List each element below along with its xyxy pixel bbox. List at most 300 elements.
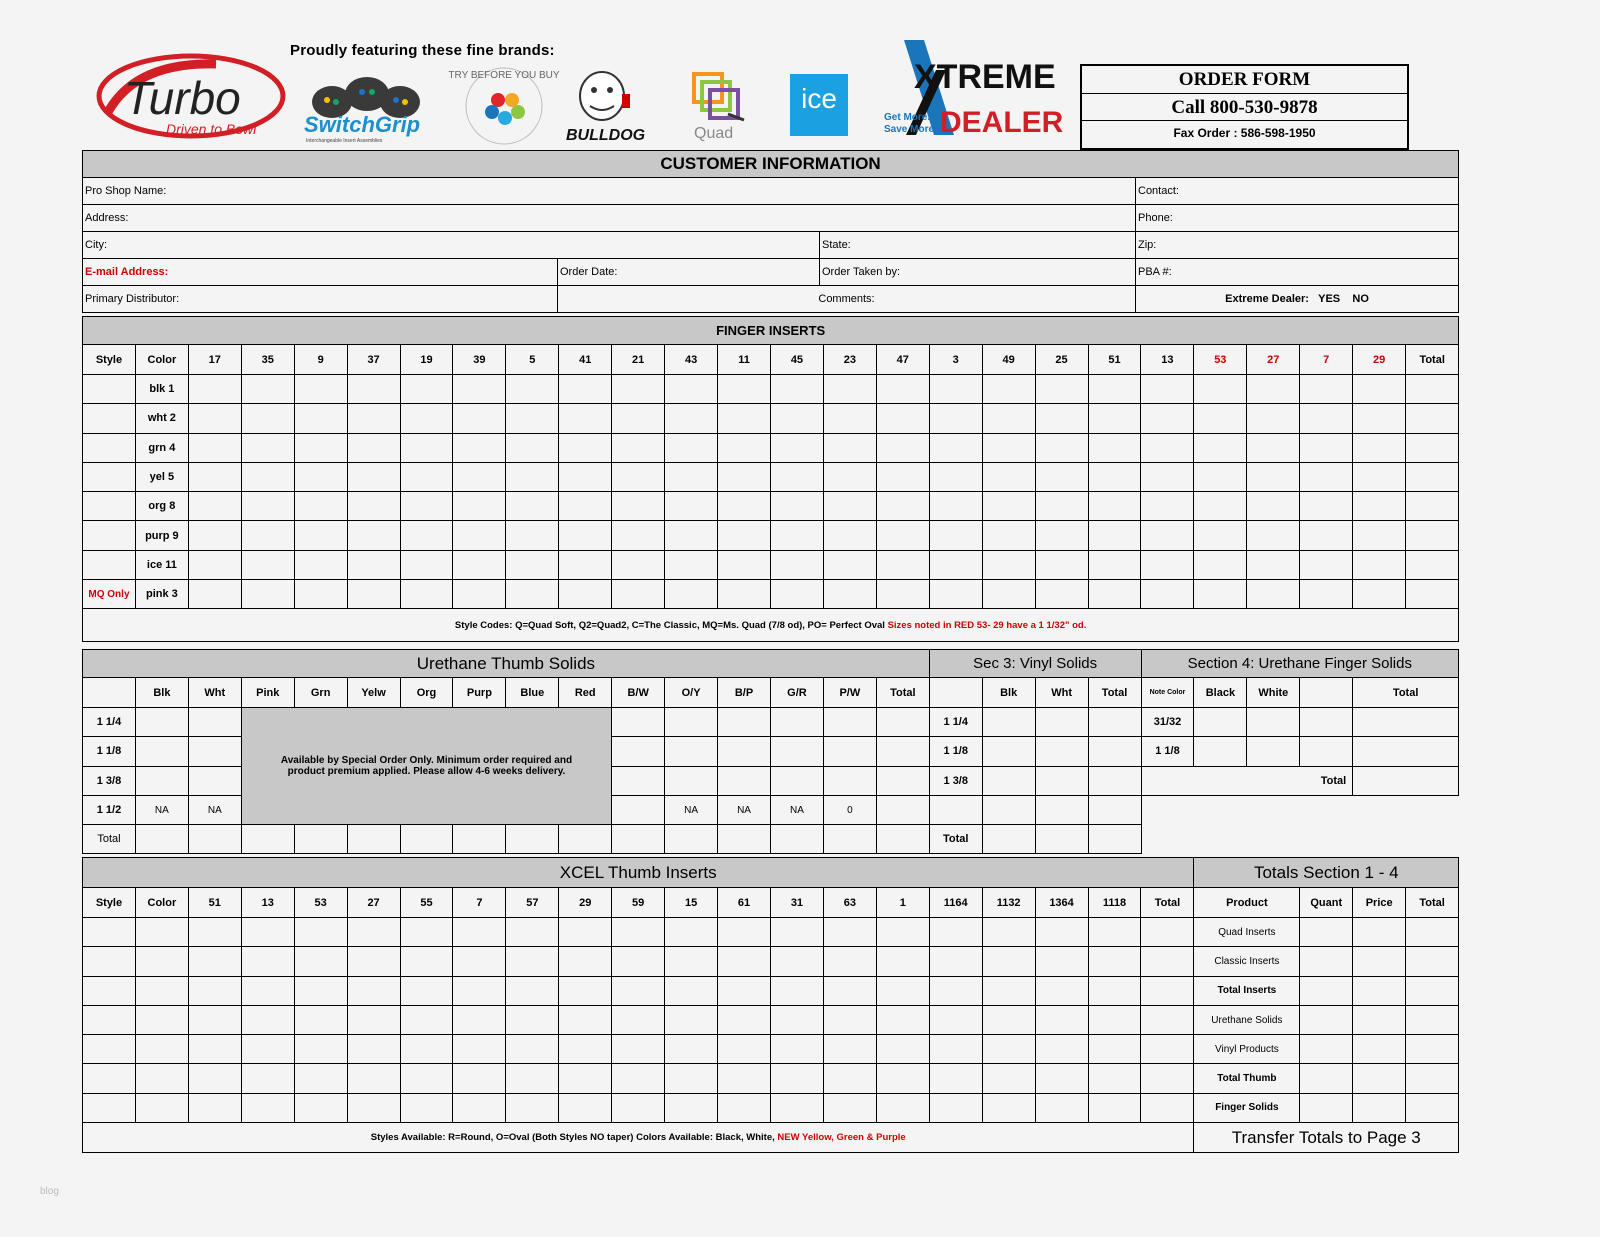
quantity-cell[interactable] bbox=[718, 580, 771, 609]
quantity-cell[interactable] bbox=[929, 947, 982, 976]
quantity-cell[interactable] bbox=[1141, 1064, 1194, 1093]
quantity-cell[interactable] bbox=[453, 375, 506, 404]
style-cell[interactable] bbox=[83, 550, 136, 579]
quantity-cell[interactable] bbox=[718, 521, 771, 550]
quantity-cell[interactable] bbox=[83, 1005, 136, 1034]
quantity-cell[interactable] bbox=[770, 580, 823, 609]
quantity-cell[interactable] bbox=[665, 550, 718, 579]
quantity-cell[interactable] bbox=[1194, 737, 1247, 766]
quantity-cell[interactable] bbox=[1088, 404, 1141, 433]
quantity-cell[interactable] bbox=[718, 492, 771, 521]
quantity-cell[interactable] bbox=[506, 825, 559, 854]
quantity-cell[interactable] bbox=[665, 521, 718, 550]
quantity-cell[interactable]: NA bbox=[135, 795, 188, 824]
quantity-cell[interactable] bbox=[400, 433, 453, 462]
quantity-cell[interactable] bbox=[982, 433, 1035, 462]
quantity-cell[interactable] bbox=[1247, 462, 1300, 491]
quantity-cell[interactable] bbox=[453, 462, 506, 491]
quantity-cell[interactable] bbox=[241, 918, 294, 947]
quantity-cell[interactable] bbox=[1088, 1035, 1141, 1064]
quantity-cell[interactable] bbox=[1247, 433, 1300, 462]
quantity-cell[interactable] bbox=[1141, 550, 1194, 579]
address-field[interactable]: Address: bbox=[83, 205, 1136, 232]
quantity-cell[interactable] bbox=[559, 462, 612, 491]
quantity-cell[interactable] bbox=[506, 550, 559, 579]
totals-value-cell[interactable] bbox=[1406, 1005, 1459, 1034]
quantity-cell[interactable] bbox=[559, 550, 612, 579]
quantity-cell[interactable] bbox=[1141, 1093, 1194, 1122]
totals-value-cell[interactable] bbox=[1300, 976, 1353, 1005]
quantity-cell[interactable] bbox=[718, 433, 771, 462]
quantity-cell[interactable] bbox=[612, 976, 665, 1005]
quantity-cell[interactable] bbox=[1406, 404, 1459, 433]
quantity-cell[interactable] bbox=[1194, 580, 1247, 609]
state-field[interactable]: State: bbox=[820, 232, 1136, 259]
quantity-cell[interactable] bbox=[770, 462, 823, 491]
quantity-cell[interactable] bbox=[83, 1064, 136, 1093]
quantity-cell[interactable] bbox=[241, 521, 294, 550]
quantity-cell[interactable] bbox=[1035, 375, 1088, 404]
quantity-cell[interactable] bbox=[453, 433, 506, 462]
quantity-cell[interactable] bbox=[135, 825, 188, 854]
primary-distributor-field[interactable]: Primary Distributor: bbox=[83, 286, 558, 313]
quantity-cell[interactable] bbox=[718, 976, 771, 1005]
quantity-cell[interactable] bbox=[188, 825, 241, 854]
quantity-cell[interactable] bbox=[612, 708, 665, 737]
style-cell[interactable] bbox=[83, 404, 136, 433]
quantity-cell[interactable] bbox=[929, 1035, 982, 1064]
quantity-cell[interactable] bbox=[188, 766, 241, 795]
quantity-cell[interactable] bbox=[453, 521, 506, 550]
quantity-cell[interactable] bbox=[188, 404, 241, 433]
quantity-cell[interactable] bbox=[982, 708, 1035, 737]
quantity-cell[interactable] bbox=[876, 708, 929, 737]
quantity-cell[interactable] bbox=[1406, 433, 1459, 462]
quantity-cell[interactable] bbox=[823, 1035, 876, 1064]
quantity-cell[interactable] bbox=[83, 976, 136, 1005]
quantity-cell[interactable] bbox=[1088, 976, 1141, 1005]
quantity-cell[interactable] bbox=[241, 947, 294, 976]
quantity-cell[interactable] bbox=[241, 976, 294, 1005]
quantity-cell[interactable] bbox=[1300, 492, 1353, 521]
quantity-cell[interactable] bbox=[770, 976, 823, 1005]
contact-field[interactable]: Contact: bbox=[1136, 178, 1459, 205]
quantity-cell[interactable] bbox=[1035, 976, 1088, 1005]
quantity-cell[interactable] bbox=[294, 825, 347, 854]
quantity-cell[interactable] bbox=[347, 433, 400, 462]
quantity-cell[interactable] bbox=[665, 1005, 718, 1034]
quantity-cell[interactable] bbox=[347, 918, 400, 947]
quantity-cell[interactable] bbox=[1194, 708, 1247, 737]
section4-total-cell[interactable] bbox=[1353, 766, 1459, 795]
quantity-cell[interactable] bbox=[135, 737, 188, 766]
quantity-cell[interactable] bbox=[1088, 1064, 1141, 1093]
quantity-cell[interactable] bbox=[559, 492, 612, 521]
quantity-cell[interactable] bbox=[770, 737, 823, 766]
quantity-cell[interactable] bbox=[1247, 375, 1300, 404]
quantity-cell[interactable] bbox=[1088, 737, 1141, 766]
quantity-cell[interactable] bbox=[1088, 550, 1141, 579]
extreme-dealer-yes[interactable]: YES bbox=[1318, 293, 1341, 305]
quantity-cell[interactable] bbox=[506, 1005, 559, 1034]
quantity-cell[interactable] bbox=[1088, 708, 1141, 737]
quantity-cell[interactable] bbox=[1088, 375, 1141, 404]
totals-value-cell[interactable] bbox=[1353, 1035, 1406, 1064]
totals-value-cell[interactable] bbox=[1353, 1005, 1406, 1034]
style-cell[interactable]: MQ Only bbox=[83, 580, 136, 609]
quantity-cell[interactable] bbox=[188, 1064, 241, 1093]
quantity-cell[interactable] bbox=[453, 1005, 506, 1034]
quantity-cell[interactable] bbox=[982, 550, 1035, 579]
quantity-cell[interactable] bbox=[929, 1093, 982, 1122]
quantity-cell[interactable] bbox=[1035, 825, 1088, 854]
quantity-cell[interactable] bbox=[929, 550, 982, 579]
quantity-cell[interactable] bbox=[929, 918, 982, 947]
quantity-cell[interactable] bbox=[1406, 375, 1459, 404]
quantity-cell[interactable] bbox=[294, 521, 347, 550]
quantity-cell[interactable] bbox=[1300, 404, 1353, 433]
quantity-cell[interactable] bbox=[188, 375, 241, 404]
quantity-cell[interactable] bbox=[876, 1035, 929, 1064]
quantity-cell[interactable] bbox=[135, 976, 188, 1005]
quantity-cell[interactable] bbox=[559, 433, 612, 462]
quantity-cell[interactable] bbox=[1035, 708, 1088, 737]
quantity-cell[interactable] bbox=[612, 825, 665, 854]
quantity-cell[interactable] bbox=[83, 947, 136, 976]
quantity-cell[interactable] bbox=[876, 795, 929, 824]
quantity-cell[interactable] bbox=[453, 1035, 506, 1064]
quantity-cell[interactable] bbox=[982, 492, 1035, 521]
quantity-cell[interactable] bbox=[718, 1064, 771, 1093]
quantity-cell[interactable] bbox=[1300, 580, 1353, 609]
quantity-cell[interactable] bbox=[823, 580, 876, 609]
quantity-cell[interactable] bbox=[982, 1005, 1035, 1034]
quantity-cell[interactable] bbox=[347, 375, 400, 404]
quantity-cell[interactable] bbox=[347, 1064, 400, 1093]
quantity-cell[interactable] bbox=[453, 492, 506, 521]
quantity-cell[interactable] bbox=[188, 462, 241, 491]
quantity-cell[interactable] bbox=[665, 1064, 718, 1093]
quantity-cell[interactable] bbox=[982, 825, 1035, 854]
quantity-cell[interactable] bbox=[400, 521, 453, 550]
quantity-cell[interactable] bbox=[1194, 433, 1247, 462]
quantity-cell[interactable] bbox=[876, 550, 929, 579]
quantity-cell[interactable] bbox=[770, 1064, 823, 1093]
quantity-cell[interactable] bbox=[612, 404, 665, 433]
quantity-cell[interactable] bbox=[400, 1005, 453, 1034]
quantity-cell[interactable] bbox=[241, 492, 294, 521]
quantity-cell[interactable] bbox=[347, 462, 400, 491]
quantity-cell[interactable] bbox=[1247, 550, 1300, 579]
order-taken-field[interactable]: Order Taken by: bbox=[820, 259, 1136, 286]
quantity-cell[interactable] bbox=[982, 375, 1035, 404]
quantity-cell[interactable] bbox=[612, 1035, 665, 1064]
quantity-cell[interactable] bbox=[612, 492, 665, 521]
quantity-cell[interactable] bbox=[1353, 580, 1406, 609]
quantity-cell[interactable] bbox=[188, 433, 241, 462]
quantity-cell[interactable]: NA bbox=[665, 795, 718, 824]
quantity-cell[interactable] bbox=[241, 580, 294, 609]
quantity-cell[interactable] bbox=[770, 918, 823, 947]
quantity-cell[interactable] bbox=[823, 492, 876, 521]
quantity-cell[interactable] bbox=[1406, 580, 1459, 609]
quantity-cell[interactable] bbox=[506, 580, 559, 609]
quantity-cell[interactable] bbox=[1088, 1093, 1141, 1122]
quantity-cell[interactable] bbox=[347, 550, 400, 579]
quantity-cell[interactable] bbox=[1088, 580, 1141, 609]
quantity-cell[interactable] bbox=[241, 825, 294, 854]
quantity-cell[interactable] bbox=[982, 918, 1035, 947]
totals-value-cell[interactable] bbox=[1406, 947, 1459, 976]
quantity-cell[interactable] bbox=[1406, 462, 1459, 491]
quantity-cell[interactable] bbox=[876, 492, 929, 521]
quantity-cell[interactable] bbox=[1035, 580, 1088, 609]
totals-value-cell[interactable] bbox=[1300, 918, 1353, 947]
quantity-cell[interactable] bbox=[1194, 404, 1247, 433]
quantity-cell[interactable] bbox=[294, 580, 347, 609]
quantity-cell[interactable] bbox=[1194, 462, 1247, 491]
quantity-cell[interactable] bbox=[559, 918, 612, 947]
quantity-cell[interactable] bbox=[770, 550, 823, 579]
quantity-cell[interactable] bbox=[718, 947, 771, 976]
quantity-cell[interactable] bbox=[876, 976, 929, 1005]
quantity-cell[interactable] bbox=[1194, 375, 1247, 404]
quantity-cell[interactable] bbox=[982, 1093, 1035, 1122]
quantity-cell[interactable] bbox=[506, 404, 559, 433]
quantity-cell[interactable] bbox=[400, 825, 453, 854]
quantity-cell[interactable] bbox=[929, 462, 982, 491]
quantity-cell[interactable] bbox=[876, 521, 929, 550]
quantity-cell[interactable] bbox=[1353, 737, 1459, 766]
quantity-cell[interactable] bbox=[1035, 1093, 1088, 1122]
pro-shop-field[interactable]: Pro Shop Name: bbox=[83, 178, 1136, 205]
quantity-cell[interactable] bbox=[718, 708, 771, 737]
quantity-cell[interactable] bbox=[1194, 492, 1247, 521]
quantity-cell[interactable] bbox=[929, 580, 982, 609]
quantity-cell[interactable] bbox=[241, 1093, 294, 1122]
quantity-cell[interactable] bbox=[294, 433, 347, 462]
quantity-cell[interactable] bbox=[612, 550, 665, 579]
quantity-cell[interactable] bbox=[823, 947, 876, 976]
quantity-cell[interactable] bbox=[876, 737, 929, 766]
quantity-cell[interactable] bbox=[876, 1093, 929, 1122]
quantity-cell[interactable] bbox=[400, 1064, 453, 1093]
quantity-cell[interactable] bbox=[453, 1093, 506, 1122]
quantity-cell[interactable] bbox=[347, 521, 400, 550]
quantity-cell[interactable] bbox=[506, 375, 559, 404]
quantity-cell[interactable] bbox=[929, 492, 982, 521]
quantity-cell[interactable] bbox=[1088, 462, 1141, 491]
quantity-cell[interactable] bbox=[400, 550, 453, 579]
quantity-cell[interactable] bbox=[665, 976, 718, 1005]
quantity-cell[interactable] bbox=[823, 918, 876, 947]
style-cell[interactable] bbox=[83, 462, 136, 491]
quantity-cell[interactable] bbox=[982, 580, 1035, 609]
quantity-cell[interactable] bbox=[241, 404, 294, 433]
quantity-cell[interactable] bbox=[1141, 976, 1194, 1005]
quantity-cell[interactable] bbox=[982, 976, 1035, 1005]
quantity-cell[interactable] bbox=[823, 737, 876, 766]
quantity-cell[interactable] bbox=[1035, 433, 1088, 462]
quantity-cell[interactable] bbox=[770, 1093, 823, 1122]
quantity-cell[interactable] bbox=[1300, 433, 1353, 462]
quantity-cell[interactable] bbox=[665, 580, 718, 609]
quantity-cell[interactable] bbox=[188, 918, 241, 947]
quantity-cell[interactable] bbox=[83, 1035, 136, 1064]
quantity-cell[interactable] bbox=[400, 462, 453, 491]
totals-value-cell[interactable] bbox=[1353, 1064, 1406, 1093]
quantity-cell[interactable] bbox=[1247, 521, 1300, 550]
quantity-cell[interactable] bbox=[770, 1035, 823, 1064]
quantity-cell[interactable] bbox=[929, 976, 982, 1005]
quantity-cell[interactable] bbox=[347, 492, 400, 521]
quantity-cell[interactable] bbox=[188, 1035, 241, 1064]
quantity-cell[interactable] bbox=[1194, 550, 1247, 579]
quantity-cell[interactable] bbox=[612, 737, 665, 766]
quantity-cell[interactable] bbox=[1141, 1005, 1194, 1034]
quantity-cell[interactable] bbox=[1247, 404, 1300, 433]
quantity-cell[interactable] bbox=[612, 918, 665, 947]
quantity-cell[interactable] bbox=[665, 492, 718, 521]
city-field[interactable]: City: bbox=[83, 232, 820, 259]
quantity-cell[interactable] bbox=[1141, 404, 1194, 433]
quantity-cell[interactable] bbox=[665, 918, 718, 947]
quantity-cell[interactable] bbox=[453, 1064, 506, 1093]
quantity-cell[interactable] bbox=[188, 521, 241, 550]
totals-value-cell[interactable] bbox=[1406, 1035, 1459, 1064]
extreme-dealer-field[interactable] bbox=[1136, 286, 1459, 313]
totals-value-cell[interactable] bbox=[1406, 918, 1459, 947]
quantity-cell[interactable] bbox=[188, 1005, 241, 1034]
totals-value-cell[interactable] bbox=[1353, 947, 1406, 976]
quantity-cell[interactable] bbox=[453, 404, 506, 433]
quantity-cell[interactable] bbox=[400, 947, 453, 976]
quantity-cell[interactable] bbox=[665, 433, 718, 462]
quantity-cell[interactable] bbox=[1353, 708, 1459, 737]
quantity-cell[interactable] bbox=[1035, 550, 1088, 579]
quantity-cell[interactable] bbox=[559, 976, 612, 1005]
quantity-cell[interactable] bbox=[559, 404, 612, 433]
quantity-cell[interactable] bbox=[929, 521, 982, 550]
quantity-cell[interactable] bbox=[1406, 492, 1459, 521]
quantity-cell[interactable] bbox=[347, 404, 400, 433]
quantity-cell[interactable] bbox=[770, 947, 823, 976]
totals-value-cell[interactable] bbox=[1300, 1005, 1353, 1034]
quantity-cell[interactable] bbox=[876, 1005, 929, 1034]
quantity-cell[interactable] bbox=[135, 947, 188, 976]
quantity-cell[interactable] bbox=[770, 708, 823, 737]
quantity-cell[interactable] bbox=[294, 462, 347, 491]
quantity-cell[interactable] bbox=[770, 1005, 823, 1034]
quantity-cell[interactable] bbox=[770, 825, 823, 854]
quantity-cell[interactable] bbox=[135, 766, 188, 795]
quantity-cell[interactable] bbox=[347, 1005, 400, 1034]
quantity-cell[interactable] bbox=[1353, 550, 1406, 579]
quantity-cell[interactable] bbox=[400, 580, 453, 609]
quantity-cell[interactable] bbox=[506, 521, 559, 550]
quantity-cell[interactable] bbox=[718, 1093, 771, 1122]
email-field[interactable]: E-mail Address: bbox=[83, 259, 558, 286]
quantity-cell[interactable] bbox=[347, 1035, 400, 1064]
quantity-cell[interactable] bbox=[1353, 375, 1406, 404]
totals-value-cell[interactable] bbox=[1300, 1064, 1353, 1093]
zip-field[interactable]: Zip: bbox=[1136, 232, 1459, 259]
quantity-cell[interactable] bbox=[1035, 947, 1088, 976]
quantity-cell[interactable] bbox=[929, 1064, 982, 1093]
quantity-cell[interactable] bbox=[453, 918, 506, 947]
quantity-cell[interactable] bbox=[453, 550, 506, 579]
quantity-cell[interactable] bbox=[876, 580, 929, 609]
quantity-cell[interactable] bbox=[83, 1093, 136, 1122]
quantity-cell[interactable] bbox=[1353, 462, 1406, 491]
totals-value-cell[interactable] bbox=[1406, 1093, 1459, 1122]
quantity-cell[interactable] bbox=[1035, 918, 1088, 947]
quantity-cell[interactable] bbox=[823, 1093, 876, 1122]
quantity-cell[interactable] bbox=[347, 825, 400, 854]
quantity-cell[interactable] bbox=[823, 708, 876, 737]
quantity-cell[interactable] bbox=[241, 550, 294, 579]
quantity-cell[interactable] bbox=[665, 766, 718, 795]
quantity-cell[interactable] bbox=[241, 462, 294, 491]
quantity-cell[interactable] bbox=[612, 1064, 665, 1093]
quantity-cell[interactable] bbox=[506, 492, 559, 521]
quantity-cell[interactable] bbox=[1247, 492, 1300, 521]
quantity-cell[interactable] bbox=[982, 462, 1035, 491]
quantity-cell[interactable] bbox=[188, 737, 241, 766]
quantity-cell[interactable] bbox=[929, 433, 982, 462]
comments-field[interactable]: Comments: bbox=[558, 286, 1136, 313]
quantity-cell[interactable] bbox=[1141, 375, 1194, 404]
quantity-cell[interactable] bbox=[770, 521, 823, 550]
quantity-cell[interactable] bbox=[1088, 433, 1141, 462]
quantity-cell[interactable] bbox=[1035, 404, 1088, 433]
quantity-cell[interactable] bbox=[400, 404, 453, 433]
quantity-cell[interactable] bbox=[453, 580, 506, 609]
quantity-cell[interactable] bbox=[612, 947, 665, 976]
quantity-cell[interactable] bbox=[982, 404, 1035, 433]
quantity-cell[interactable] bbox=[83, 918, 136, 947]
quantity-cell[interactable] bbox=[400, 1035, 453, 1064]
quantity-cell[interactable] bbox=[1088, 521, 1141, 550]
quantity-cell[interactable] bbox=[347, 947, 400, 976]
quantity-cell[interactable] bbox=[770, 492, 823, 521]
quantity-cell[interactable] bbox=[1035, 1005, 1088, 1034]
quantity-cell[interactable]: NA bbox=[718, 795, 771, 824]
quantity-cell[interactable] bbox=[982, 947, 1035, 976]
quantity-cell[interactable] bbox=[718, 404, 771, 433]
quantity-cell[interactable] bbox=[876, 433, 929, 462]
quantity-cell[interactable] bbox=[559, 1005, 612, 1034]
quantity-cell[interactable] bbox=[823, 521, 876, 550]
quantity-cell[interactable] bbox=[823, 462, 876, 491]
quantity-cell[interactable] bbox=[823, 404, 876, 433]
quantity-cell[interactable] bbox=[1141, 947, 1194, 976]
quantity-cell[interactable] bbox=[823, 1005, 876, 1034]
quantity-cell[interactable] bbox=[1300, 737, 1353, 766]
totals-value-cell[interactable] bbox=[1353, 1093, 1406, 1122]
quantity-cell[interactable] bbox=[1035, 462, 1088, 491]
style-cell[interactable] bbox=[83, 492, 136, 521]
quantity-cell[interactable] bbox=[718, 1035, 771, 1064]
quantity-cell[interactable] bbox=[612, 433, 665, 462]
quantity-cell[interactable] bbox=[929, 404, 982, 433]
quantity-cell[interactable] bbox=[241, 1064, 294, 1093]
quantity-cell[interactable] bbox=[400, 492, 453, 521]
quantity-cell[interactable] bbox=[400, 1093, 453, 1122]
quantity-cell[interactable] bbox=[294, 375, 347, 404]
quantity-cell[interactable] bbox=[241, 433, 294, 462]
quantity-cell[interactable] bbox=[1035, 521, 1088, 550]
